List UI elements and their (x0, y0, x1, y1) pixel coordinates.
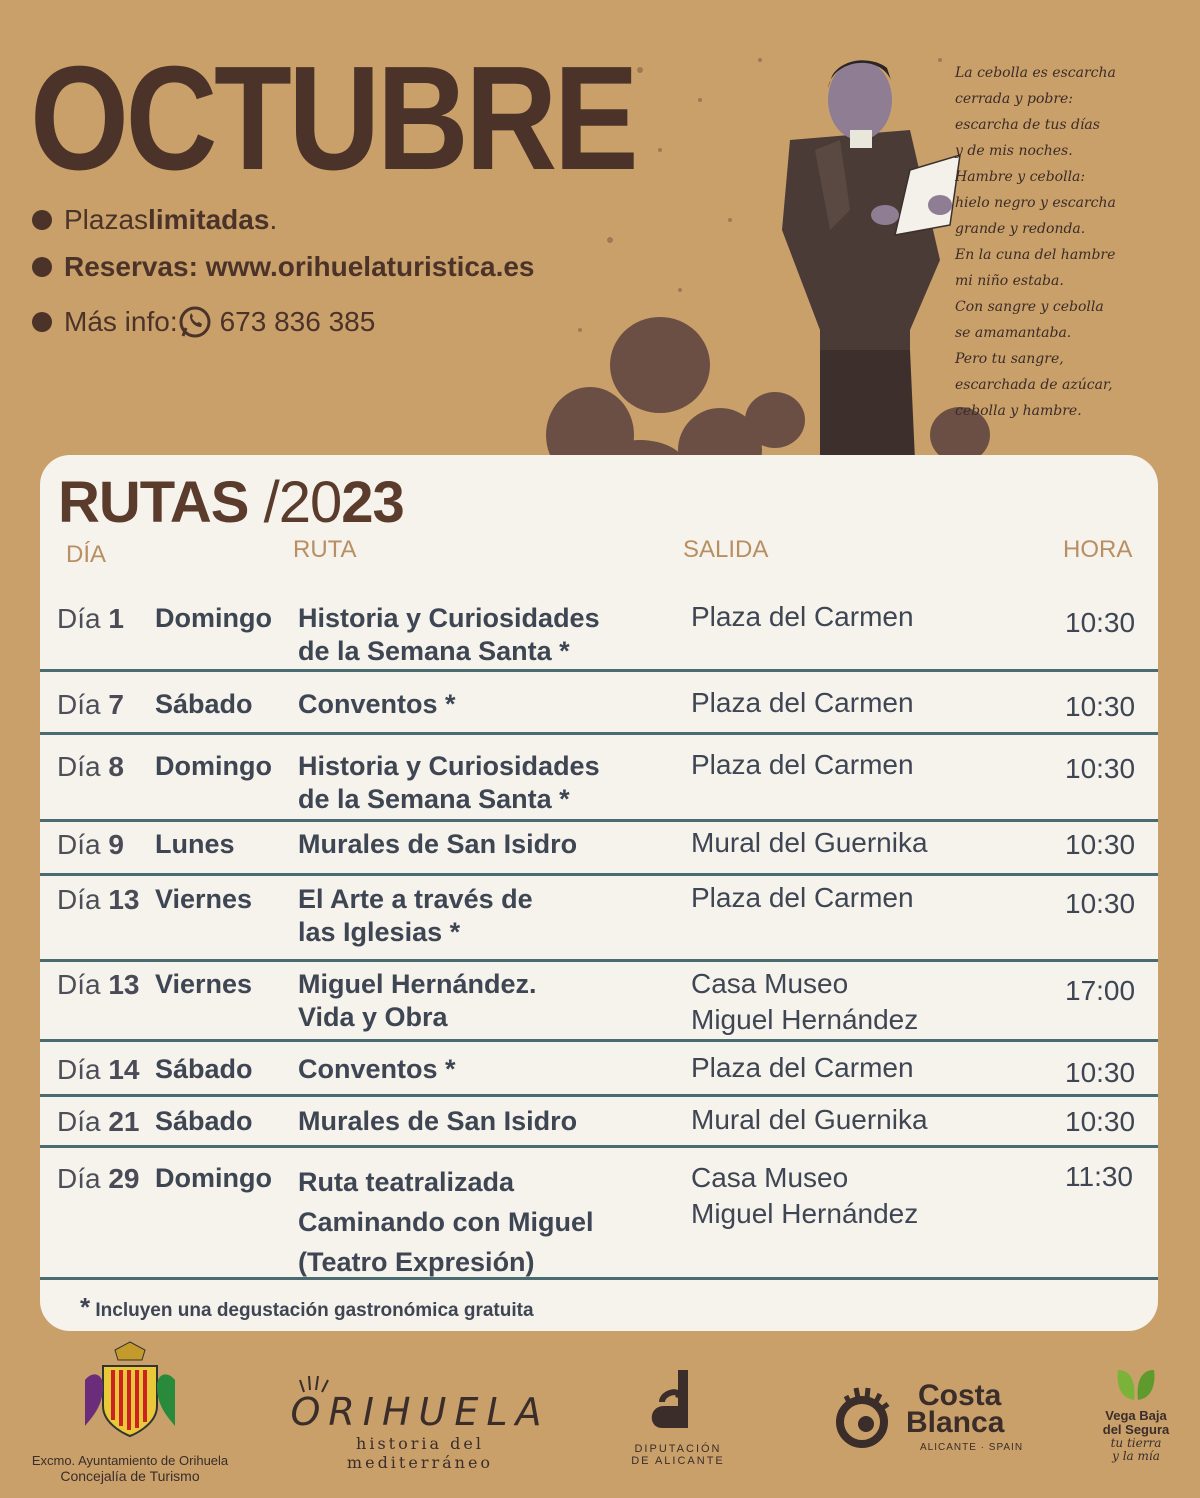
row-day (57, 883, 140, 916)
row-time: 10:30 (1065, 691, 1136, 722)
day-number: 29 (108, 1163, 140, 1194)
row-exit (691, 1160, 918, 1232)
poem-line: hielo negro y escarcha (955, 195, 1116, 211)
row-divider (40, 1039, 1158, 1042)
leaves-icon (1114, 1366, 1158, 1404)
routes-title-year-a: /20 (248, 470, 342, 535)
day-label: Día (57, 689, 109, 720)
row-day (57, 1053, 140, 1086)
exit-line: Plaza del Carmen (691, 601, 914, 632)
route-line: Murales de San Isidro (298, 829, 578, 859)
poem-line: cebolla y hambre. (955, 403, 1082, 419)
row-time: 10:30 (1065, 829, 1136, 860)
row-weekday: Sábado (155, 689, 253, 719)
row-time: 10:30 (1065, 1057, 1136, 1088)
poem-line: grande y redonda. (955, 221, 1086, 237)
row-weekday: Viernes (155, 884, 253, 914)
row-weekday: Domingo (155, 751, 272, 781)
day-label: Día (57, 603, 109, 634)
row-day (57, 1162, 140, 1195)
row-route (298, 750, 600, 816)
row-time: 10:30 (1065, 888, 1136, 919)
info-reservas-label: Reservas (64, 251, 189, 282)
info-plazas-bold: limitadas (148, 204, 270, 235)
poem-line: se amamantaba. (955, 325, 1072, 341)
row-day (57, 750, 124, 783)
info-plazas-prefix: Plazas (64, 204, 149, 235)
day-label: Día (57, 1163, 109, 1194)
route-line: Caminando con Miguel (298, 1207, 594, 1237)
poem-line: Pero tu sangre, (955, 351, 1064, 367)
route-line: Miguel Hernández. (298, 969, 537, 999)
day-number: 8 (108, 751, 124, 782)
exit-line: Miguel Hernández (691, 1004, 919, 1035)
row-route (298, 1105, 577, 1138)
vega-baja-tag2: y la mía (1112, 1449, 1160, 1463)
costa-blanca-logo (826, 1379, 1026, 1462)
diputacion-line2: DE ALICANTE (631, 1455, 725, 1467)
day-label: Día (57, 969, 109, 1000)
poem-line: escarcha de tus días (955, 117, 1100, 133)
route-line: Ruta teatralizada (298, 1167, 515, 1197)
day-label: Día (57, 1106, 109, 1137)
day-number: 7 (108, 689, 124, 720)
vega-baja-logo (1086, 1366, 1186, 1463)
routes-title-year-b: 23 (341, 470, 404, 535)
routes-title (58, 470, 404, 535)
row-divider (40, 959, 1158, 962)
row-day (57, 828, 124, 861)
exit-line: Plaza del Carmen (691, 1052, 914, 1083)
orihuela-logo (290, 1378, 550, 1472)
day-number: 1 (108, 603, 124, 634)
costa-blanca-sun-icon (826, 1382, 898, 1454)
poem-line: Con sangre y cebolla (955, 299, 1104, 315)
row-route (298, 883, 533, 949)
info-plazas-suffix: . (269, 204, 278, 235)
whatsapp-icon (178, 305, 212, 339)
route-line: Conventos * (298, 1054, 456, 1084)
row-route (298, 968, 537, 1034)
poem-line: cerrada y pobre: (955, 91, 1074, 107)
header-time: HORA (1063, 536, 1133, 563)
row-route (298, 828, 577, 861)
row-exit (691, 1051, 914, 1084)
vega-baja-line1: Vega Baja (1105, 1408, 1167, 1423)
costa-blanca-sub: ALICANTE · SPAIN (920, 1442, 1024, 1453)
row-day (57, 1105, 140, 1138)
row-weekday: Viernes (155, 969, 253, 999)
row-weekday: Domingo (155, 603, 272, 633)
exit-line: Mural del Guernika (691, 1104, 928, 1135)
route-line: Murales de San Isidro (298, 1106, 578, 1136)
route-line: Conventos * (298, 689, 456, 719)
row-route (298, 1053, 456, 1086)
diputacion-logo (628, 1368, 728, 1467)
ayuntamiento-line1: Excmo. Ayuntamiento de Orihuela (31, 1453, 229, 1468)
day-label: Día (57, 1054, 109, 1085)
diputacion-line1: DIPUTACIÓN (634, 1443, 722, 1455)
row-day (57, 688, 124, 721)
vega-baja-tag1: tu tierra (1110, 1436, 1162, 1450)
coat-of-arms-icon (75, 1340, 185, 1448)
info-phone-prefix: Más info: (64, 306, 178, 337)
exit-line: Plaza del Carmen (691, 882, 914, 913)
costa-blanca-line1: Costa (918, 1379, 1002, 1412)
routes-title-word: RUTAS (58, 470, 249, 535)
day-number: 13 (108, 969, 140, 1000)
day-label: Día (57, 751, 109, 782)
row-divider (40, 1094, 1158, 1097)
info-phone[interactable] (32, 305, 375, 339)
exit-line: Casa Museo (691, 1162, 849, 1193)
exit-line: Mural del Guernika (691, 827, 928, 858)
exit-line: Miguel Hernández (691, 1198, 919, 1229)
costa-blanca-line2: Blanca (906, 1406, 1005, 1439)
row-divider (40, 732, 1158, 735)
ayuntamiento-line2: Concejalía de Turismo (60, 1468, 200, 1484)
info-plazas (32, 204, 277, 236)
row-time: 10:30 (1065, 1106, 1136, 1137)
vega-baja-line2: del Segura (1102, 1422, 1170, 1437)
poem-line: Hambre y cebolla: (955, 169, 1086, 185)
row-time: 10:30 (1065, 753, 1136, 784)
header-exit: SALIDA (683, 536, 769, 563)
sun-icon (296, 1372, 336, 1394)
row-weekday: Domingo (155, 1163, 272, 1193)
row-exit (691, 748, 914, 781)
footnote-text: Incluyen una degustación gastronómica gratuita (90, 1300, 534, 1321)
day-number: 14 (108, 1054, 140, 1085)
row-time: 11:30 (1065, 1161, 1133, 1192)
route-line: Vida y Obra (298, 1002, 448, 1032)
row-weekday: Sábado (155, 1054, 253, 1084)
route-line: Historia y Curiosidades (298, 603, 600, 633)
route-line: El Arte a través de (298, 884, 533, 914)
day-label: Día (57, 829, 109, 860)
row-divider (40, 1277, 1158, 1280)
row-weekday: Lunes (155, 829, 235, 859)
header-day: DÍA (66, 541, 107, 568)
row-day (57, 602, 124, 635)
day-number: 13 (108, 884, 140, 915)
poem-line: La cebolla es escarcha (955, 65, 1116, 81)
row-route (298, 602, 600, 668)
poem-line: mi niño estaba. (955, 273, 1064, 289)
row-divider (40, 873, 1158, 876)
orihuela-wordmark: ORIHUELA (290, 1390, 550, 1434)
row-exit (691, 1103, 928, 1136)
bullet-icon (32, 210, 52, 230)
row-route (298, 688, 456, 721)
row-day (57, 968, 140, 1001)
exit-line: Plaza del Carmen (691, 687, 914, 718)
route-line: Historia y Curiosidades (298, 751, 600, 781)
row-exit (691, 600, 914, 633)
bullet-icon (32, 257, 52, 277)
handwritten-poem (955, 60, 1175, 424)
row-divider (40, 819, 1158, 822)
info-phone-number[interactable]: 673 836 385 (219, 306, 376, 337)
row-divider (40, 1145, 1158, 1148)
row-exit (691, 686, 914, 719)
day-number: 21 (108, 1106, 140, 1137)
day-number: 9 (108, 829, 124, 860)
route-line: de la Semana Santa * (298, 636, 570, 666)
route-line: de la Semana Santa * (298, 784, 570, 814)
day-label: Día (57, 884, 109, 915)
row-divider (40, 669, 1158, 672)
row-exit (691, 826, 928, 859)
info-reservas-url[interactable]: : www.orihuelaturistica.es (188, 251, 535, 282)
ayuntamiento-logo (30, 1340, 230, 1484)
row-exit (691, 881, 914, 914)
route-line: (Teatro Expresión) (298, 1247, 535, 1277)
route-line: las Iglesias * (298, 917, 461, 947)
footnote (80, 1292, 534, 1323)
exit-line: Casa Museo (691, 968, 849, 999)
row-route (298, 1162, 594, 1282)
info-reservas[interactable] (32, 251, 535, 283)
orihuela-tagline: historia del mediterráneo (346, 1434, 494, 1472)
page-title: OCTUBRE (30, 36, 636, 201)
row-weekday: Sábado (155, 1106, 253, 1136)
header-route: RUTA (293, 536, 357, 563)
diputacion-mark-icon (648, 1368, 708, 1430)
bullet-icon (32, 312, 52, 332)
poem-line: y de mis noches. (955, 143, 1073, 159)
poem-line: escarchada de azúcar, (955, 377, 1113, 393)
row-exit (691, 966, 918, 1038)
row-time: 17:00 (1065, 975, 1136, 1006)
footnote-star: * (80, 1292, 91, 1322)
poem-line: En la cuna del hambre (955, 247, 1116, 263)
row-time: 10:30 (1065, 607, 1136, 638)
exit-line: Plaza del Carmen (691, 749, 914, 780)
